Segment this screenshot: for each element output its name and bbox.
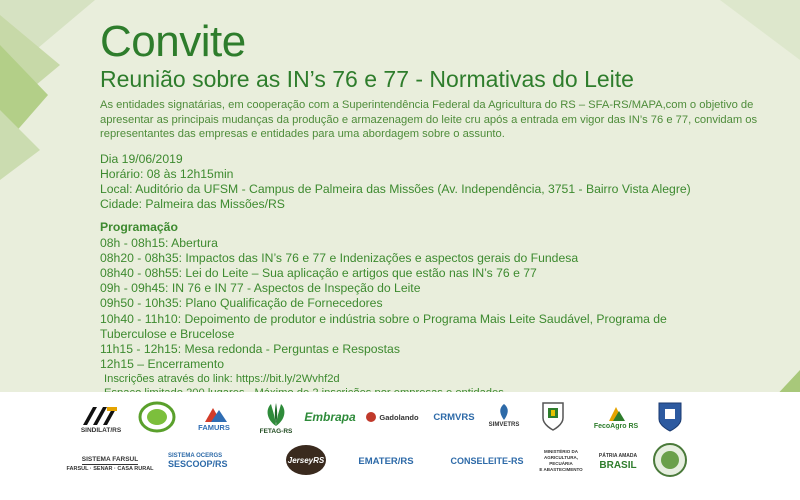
logo-mapa: MINISTÉRIO DA AGRICULTURA, PECUÁRIA E ABASTECIMENTO (539, 449, 583, 472)
gadolando-icon (365, 411, 377, 423)
program-heading: Programação (100, 220, 178, 235)
logo-crmv: CRMVRS (433, 411, 475, 423)
registration-link[interactable]: Inscrições através do link: https://bit.ly/2Wvhf2d (104, 373, 340, 386)
program-item: 08h - 08h15: Abertura (100, 235, 218, 250)
program-item: 08h40 - 08h55: Lei do Leite – Sua aplicação e artigos que estão nas IN’s 76 e 77 (100, 265, 537, 280)
logo-simvet: SIMVETRS (484, 398, 524, 434)
page-title: Convite (100, 17, 246, 66)
round-seal-icon (652, 442, 688, 478)
logo-patria-amada-brasil: PÁTRIA AMADA BRASIL (598, 452, 638, 471)
coat-of-arms-icon (540, 400, 566, 432)
top-left-decoration (0, 0, 110, 180)
program-item: 11h15 - 12h15: Mesa redonda - Perguntas e Respostas (100, 341, 400, 356)
program-item: Tuberculose e Brucelose (100, 326, 235, 341)
sindilat-icon (81, 405, 121, 427)
program-item: 09h50 - 10h35: Plano Qualificação de Fornecedores (100, 296, 383, 311)
program-section (100, 220, 790, 372)
logo-emater: EMATER/RS (358, 455, 414, 467)
famurs-icon (199, 406, 229, 424)
program-item: 08h20 - 08h35: Impactos das IN’s 76 e 77 e Indenizações e aspectos gerais do Fundesa (100, 250, 579, 265)
program-item: 09h - 09h45: IN 76 e IN 77 - Aspectos de Inspeção do Leite (100, 281, 421, 296)
program-item: 10h40 - 11h10: Depoimento de produtor e indústria sobre o Programa Mais Leite Saudável, Programa de (100, 311, 667, 326)
page-subtitle: Reunião sobre as IN’s 76 e 77 - Normativas do Leite (100, 66, 634, 92)
fetag-icon (261, 402, 291, 428)
logo-fetag: FETAG-RS (254, 398, 298, 440)
university-seal-icon (655, 399, 685, 433)
logo-fecoagro: FecoAgro RS (584, 400, 648, 436)
logo-sindilat: SINDILAT/RS (72, 400, 130, 440)
logo-famurs: FAMURS (186, 402, 242, 436)
simvet-icon (497, 403, 511, 421)
logo-round-seal (650, 440, 690, 480)
event-date: Dia 19/06/2019 (100, 151, 183, 166)
logo-embrapa: Embrapa (304, 410, 356, 424)
logo-gadolando: Gadolando (364, 406, 420, 428)
logo-conseleite: CONSELEITE-RS (450, 456, 524, 466)
fecoagro-icon (605, 405, 627, 423)
logo-sistema-farsul: SISTEMA FARSUL FARSUL · SENAR · CASA RURAL (66, 455, 154, 472)
sponsor-logos (0, 392, 800, 500)
seal-icon (138, 401, 176, 433)
logo-jersey: JerseyRS (284, 442, 328, 478)
intro-paragraph: As entidades signatárias, em cooperação com a Superintendência Federal da Agricultura do RS – SFA-RS/MAPA,com o objetivo de apresentar as principais mudanças da produção e armazenagem do leite cru após a entrada em vigor das IN’s 76 e 77, convidam os representantes das empresas e entidades para uma abordagem sobre o assunto. (100, 99, 758, 140)
event-place: Local: Auditório da UFSM - Campus de Palmeira das Missões (Av. Independência, 3751 - Bairro Vista Alegre) (100, 181, 691, 196)
event-city: Cidade: Palmeira das Missões/RS (100, 197, 285, 212)
logo-university (652, 396, 688, 436)
logo-green-seal (137, 400, 177, 434)
logo-mapa-coat (532, 396, 574, 436)
program-item: 12h15 – Encerramento (100, 357, 224, 372)
event-time: Horário: 08 às 12h15min (100, 166, 234, 181)
event-details (100, 152, 790, 213)
logo-ocergs: SISTEMA OCERGS SESCOOP/RS (168, 453, 228, 469)
invitation-content (100, 18, 790, 400)
